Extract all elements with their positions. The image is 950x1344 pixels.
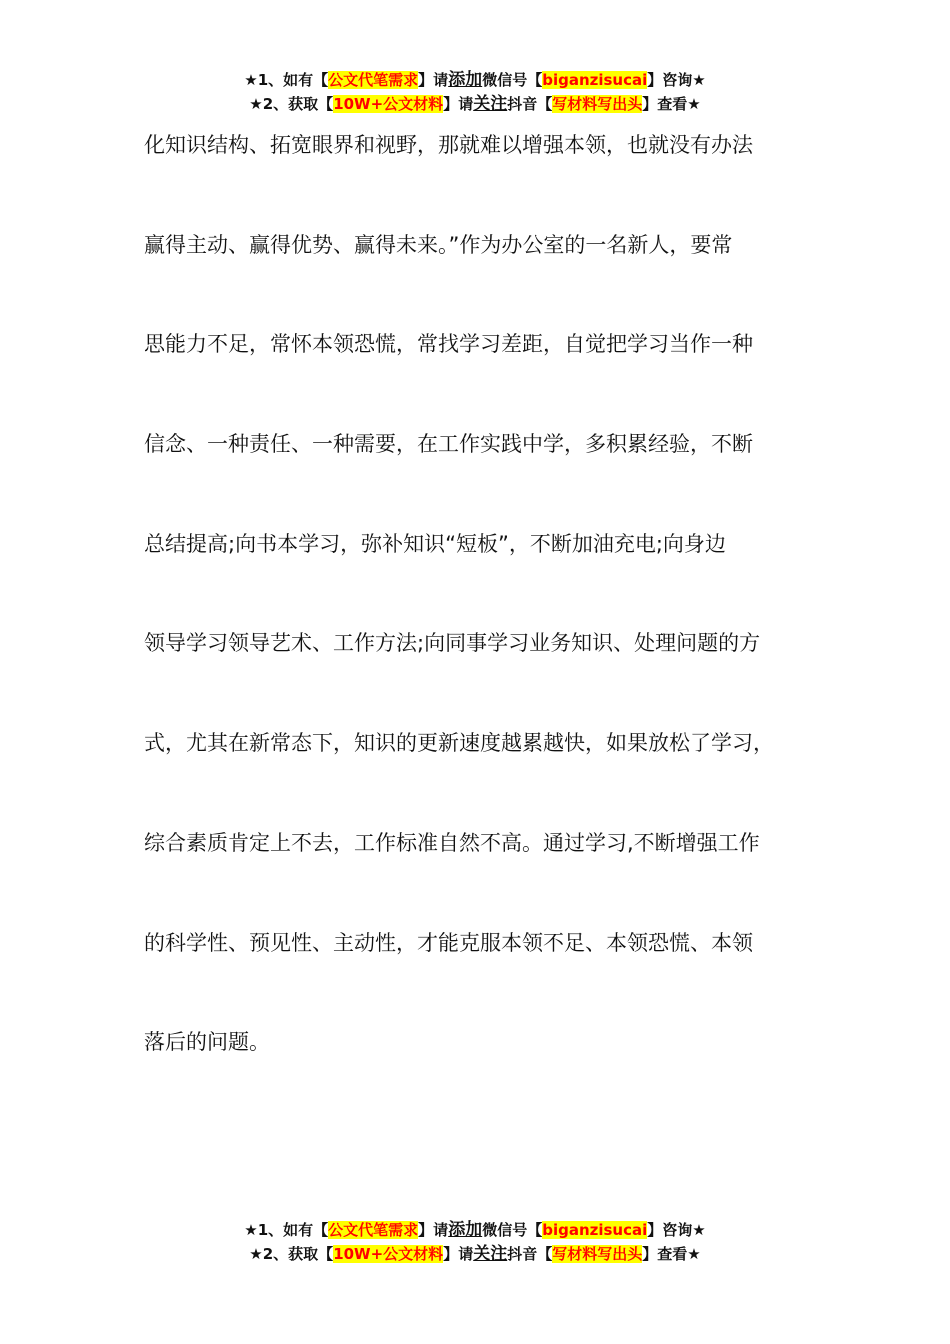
highlight-wechat-id: biganzisucai	[542, 1221, 648, 1239]
banner-text: 微信号【	[482, 71, 543, 89]
emphasis-follow: 关注	[473, 1244, 508, 1264]
banner-text: 】咨询★	[647, 71, 706, 89]
banner-text: 】请	[418, 1221, 449, 1239]
body-line: 总结提高;向书本学习，弥补知识“短板”，不断加油充电;向身边	[144, 531, 726, 556]
banner-text: 抖音【	[507, 1245, 553, 1263]
banner-text: ★2、获取【	[249, 1245, 334, 1263]
banner-text: ★1、如有【	[244, 71, 329, 89]
highlight-douyin: 写材料写出头	[552, 1245, 643, 1263]
body-line: 思能力不足，常怀本领恐慌，常找学习差距，自觉把学习当作一种	[144, 332, 753, 357]
body-line: 式，尤其在新常态下，知识的更新速度越累越快，如果放松了学习，	[144, 731, 774, 756]
body-line: 综合素质肯定上不去，工作标准自然不高。通过学习,不断增强工作	[144, 830, 760, 855]
body-line: 领导学习领导艺术、工作方法;向同事学习业务知识、处理问题的方	[144, 631, 761, 656]
header-banner	[0, 68, 950, 116]
body-line: 的科学性、预见性、主动性，才能克服本领不足、本领恐慌、本领	[144, 930, 753, 955]
highlight-materials: 10W+公文材料	[333, 95, 444, 113]
highlight-service: 公文代笔需求	[328, 1221, 419, 1239]
emphasis-add: 添加	[448, 70, 483, 90]
emphasis-add: 添加	[448, 1220, 483, 1240]
emphasis-follow: 关注	[473, 94, 508, 114]
banner-line-1	[0, 68, 950, 92]
banner-text: 】请	[443, 1245, 474, 1263]
banner-line-2	[0, 1242, 950, 1266]
body-line: 赢得主动、赢得优势、赢得未来。”作为办公室的一名新人，要常	[144, 232, 733, 257]
body-line: 化知识结构、拓宽眼界和视野，那就难以增强本领，也就没有办法	[144, 133, 753, 157]
banner-text: 】请	[443, 95, 474, 113]
banner-text: 】咨询★	[647, 1221, 706, 1239]
banner-line-1	[0, 1218, 950, 1242]
highlight-service: 公文代笔需求	[328, 71, 419, 89]
footer-banner	[0, 1218, 950, 1266]
banner-text: 】查看★	[642, 95, 701, 113]
banner-text: 】查看★	[642, 1245, 701, 1263]
banner-text: ★1、如有【	[244, 1221, 329, 1239]
body-line: 信念、一种责任、一种需要，在工作实践中学，多积累经验，不断	[144, 432, 753, 457]
banner-line-2	[0, 92, 950, 116]
body-paragraph	[144, 128, 824, 1125]
banner-text: 】请	[418, 71, 449, 89]
body-line: 落后的问题。	[144, 1030, 270, 1055]
banner-text: 抖音【	[507, 95, 553, 113]
highlight-douyin: 写材料写出头	[552, 95, 643, 113]
highlight-materials: 10W+公文材料	[333, 1245, 444, 1263]
highlight-wechat-id: biganzisucai	[542, 71, 648, 89]
banner-text: 微信号【	[482, 1221, 543, 1239]
banner-text: ★2、获取【	[249, 95, 334, 113]
